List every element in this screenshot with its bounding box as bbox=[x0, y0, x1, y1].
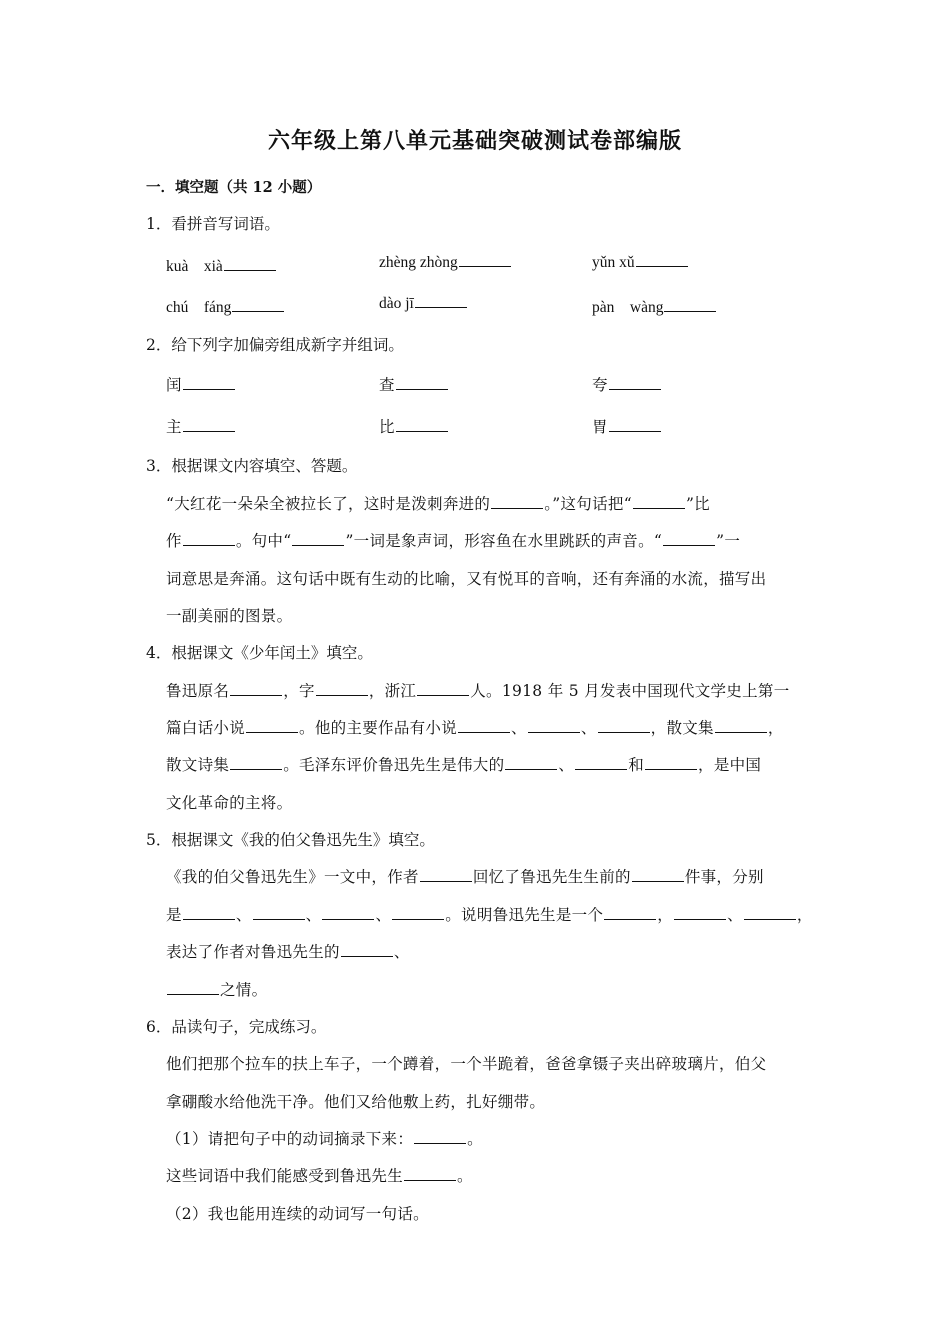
answer-blank[interactable] bbox=[183, 430, 235, 432]
q4-line-1: 鲁迅原名 ，字 ，浙江 人。1918 年 5 月发表中国现代文学史上第一 bbox=[166, 682, 790, 700]
char-item: 主 bbox=[166, 415, 236, 437]
answer-blank[interactable] bbox=[396, 430, 448, 432]
page-title: 六年级上第八单元基础突破测试卷部编版 bbox=[267, 128, 682, 154]
answer-blank[interactable] bbox=[183, 544, 235, 546]
answer-blank[interactable] bbox=[604, 918, 656, 920]
q3-line-4: 一副美丽的图景。 bbox=[166, 607, 293, 625]
answer-blank[interactable] bbox=[674, 918, 726, 920]
answer-blank[interactable] bbox=[341, 955, 393, 957]
answer-blank[interactable] bbox=[415, 306, 467, 308]
answer-blank[interactable] bbox=[230, 768, 282, 770]
answer-blank[interactable] bbox=[224, 269, 276, 271]
answer-blank[interactable] bbox=[316, 694, 368, 696]
pinyin-item: dào jī bbox=[379, 295, 468, 313]
question-5: 5．根据课文《我的伯父鲁迅先生》填空。 bbox=[146, 831, 435, 849]
answer-blank[interactable] bbox=[528, 731, 580, 733]
q3-line-2: 作 。句中“ ”一词是象声词，形容鱼在水里跳跃的声音。“ ”一 bbox=[166, 532, 741, 550]
answer-blank[interactable] bbox=[505, 768, 557, 770]
answer-blank[interactable] bbox=[645, 768, 697, 770]
answer-blank[interactable] bbox=[663, 544, 715, 546]
answer-blank[interactable] bbox=[575, 768, 627, 770]
answer-blank[interactable] bbox=[392, 918, 444, 920]
question-6: 6．品读句子，完成练习。 bbox=[146, 1018, 327, 1036]
pinyin-item: pàn wàng bbox=[592, 295, 717, 317]
char-item: 比 bbox=[379, 415, 449, 437]
answer-blank[interactable] bbox=[664, 310, 716, 312]
answer-blank[interactable] bbox=[404, 1179, 456, 1181]
answer-blank[interactable] bbox=[458, 731, 510, 733]
question-1: 1．看拼音写词语。 bbox=[146, 215, 280, 233]
question-3: 3．根据课文内容填空、答题。 bbox=[146, 457, 358, 475]
q6-subquestion-1: （1）请把句子中的动词摘录下来： 。 bbox=[166, 1130, 483, 1148]
answer-blank[interactable] bbox=[253, 918, 305, 920]
char-item: 胃 bbox=[592, 415, 662, 437]
answer-blank[interactable] bbox=[232, 310, 284, 312]
answer-blank[interactable] bbox=[632, 880, 684, 882]
answer-blank[interactable] bbox=[230, 694, 282, 696]
answer-blank[interactable] bbox=[396, 388, 448, 390]
answer-blank[interactable] bbox=[183, 388, 235, 390]
answer-blank[interactable] bbox=[715, 731, 767, 733]
answer-blank[interactable] bbox=[414, 1142, 466, 1144]
q6-passage-line-1: 他们把那个拉车的扶上车子，一个蹲着，一个半跪着，爸爸拿镊子夹出碎玻璃片，伯父 bbox=[166, 1055, 767, 1073]
answer-blank[interactable] bbox=[322, 918, 374, 920]
q6-feeling-line: 这些词语中我们能感受到鲁迅先生 。 bbox=[166, 1167, 473, 1185]
q4-line-4: 文化革命的主将。 bbox=[166, 794, 293, 812]
answer-blank[interactable] bbox=[459, 265, 511, 267]
answer-blank[interactable] bbox=[417, 694, 469, 696]
q6-passage-line-2: 拿硼酸水给他洗干净。他们又给他敷上药，扎好绷带。 bbox=[166, 1093, 546, 1111]
pinyin-item: kuà xià bbox=[166, 254, 277, 276]
answer-blank[interactable] bbox=[633, 507, 685, 509]
q4-line-3: 散文诗集 。毛泽东评价鲁迅先生是伟大的 、 和 ，是中国 bbox=[166, 756, 762, 774]
q5-line-2: 是 、 、 、 。说明鲁迅先生是一个 ， 、 ， bbox=[166, 906, 813, 924]
char-item: 夸 bbox=[592, 373, 662, 395]
char-item: 闰 bbox=[166, 373, 236, 395]
char-item: 查 bbox=[379, 373, 449, 395]
answer-blank[interactable] bbox=[246, 731, 298, 733]
answer-blank[interactable] bbox=[744, 918, 796, 920]
answer-blank[interactable] bbox=[609, 388, 661, 390]
q4-line-2: 篇白话小说 。他的主要作品有小说 、 、 ，散文集 ， bbox=[166, 719, 784, 737]
answer-blank[interactable] bbox=[183, 918, 235, 920]
answer-blank[interactable] bbox=[292, 544, 344, 546]
pinyin-item: yǔn xǔ bbox=[592, 254, 689, 272]
q5-line-4: 之情。 bbox=[166, 978, 267, 1000]
answer-blank[interactable] bbox=[420, 880, 472, 882]
q6-subquestion-2: （2）我也能用连续的动词写一句话。 bbox=[166, 1205, 429, 1223]
q5-line-3: 表达了作者对鲁迅先生的 、 bbox=[166, 943, 410, 961]
section-heading: 一．填空题（共 12 小题） bbox=[146, 179, 322, 196]
q3-line-1: “大红花一朵朵全被拉长了，这时是泼刺奔进的 。”这句话把“ ”比 bbox=[166, 495, 710, 513]
q5-line-1: 《我的伯父鲁迅先生》一文中，作者 回忆了鲁迅先生生前的 件事，分别 bbox=[166, 868, 764, 886]
answer-blank[interactable] bbox=[491, 507, 543, 509]
question-2: 2．给下列字加偏旁组成新字并组词。 bbox=[146, 336, 404, 354]
answer-blank[interactable] bbox=[636, 265, 688, 267]
question-4: 4．根据课文《少年闰土》填空。 bbox=[146, 644, 373, 662]
answer-blank[interactable] bbox=[598, 731, 650, 733]
answer-blank[interactable] bbox=[167, 993, 219, 995]
pinyin-item: chú fáng bbox=[166, 295, 285, 317]
answer-blank[interactable] bbox=[609, 430, 661, 432]
pinyin-item: zhèng zhòng bbox=[379, 254, 512, 272]
q3-line-3: 词意思是奔涌。这句话中既有生动的比喻，又有悦耳的音响，还有奔涌的水流，描写出 bbox=[166, 570, 767, 588]
